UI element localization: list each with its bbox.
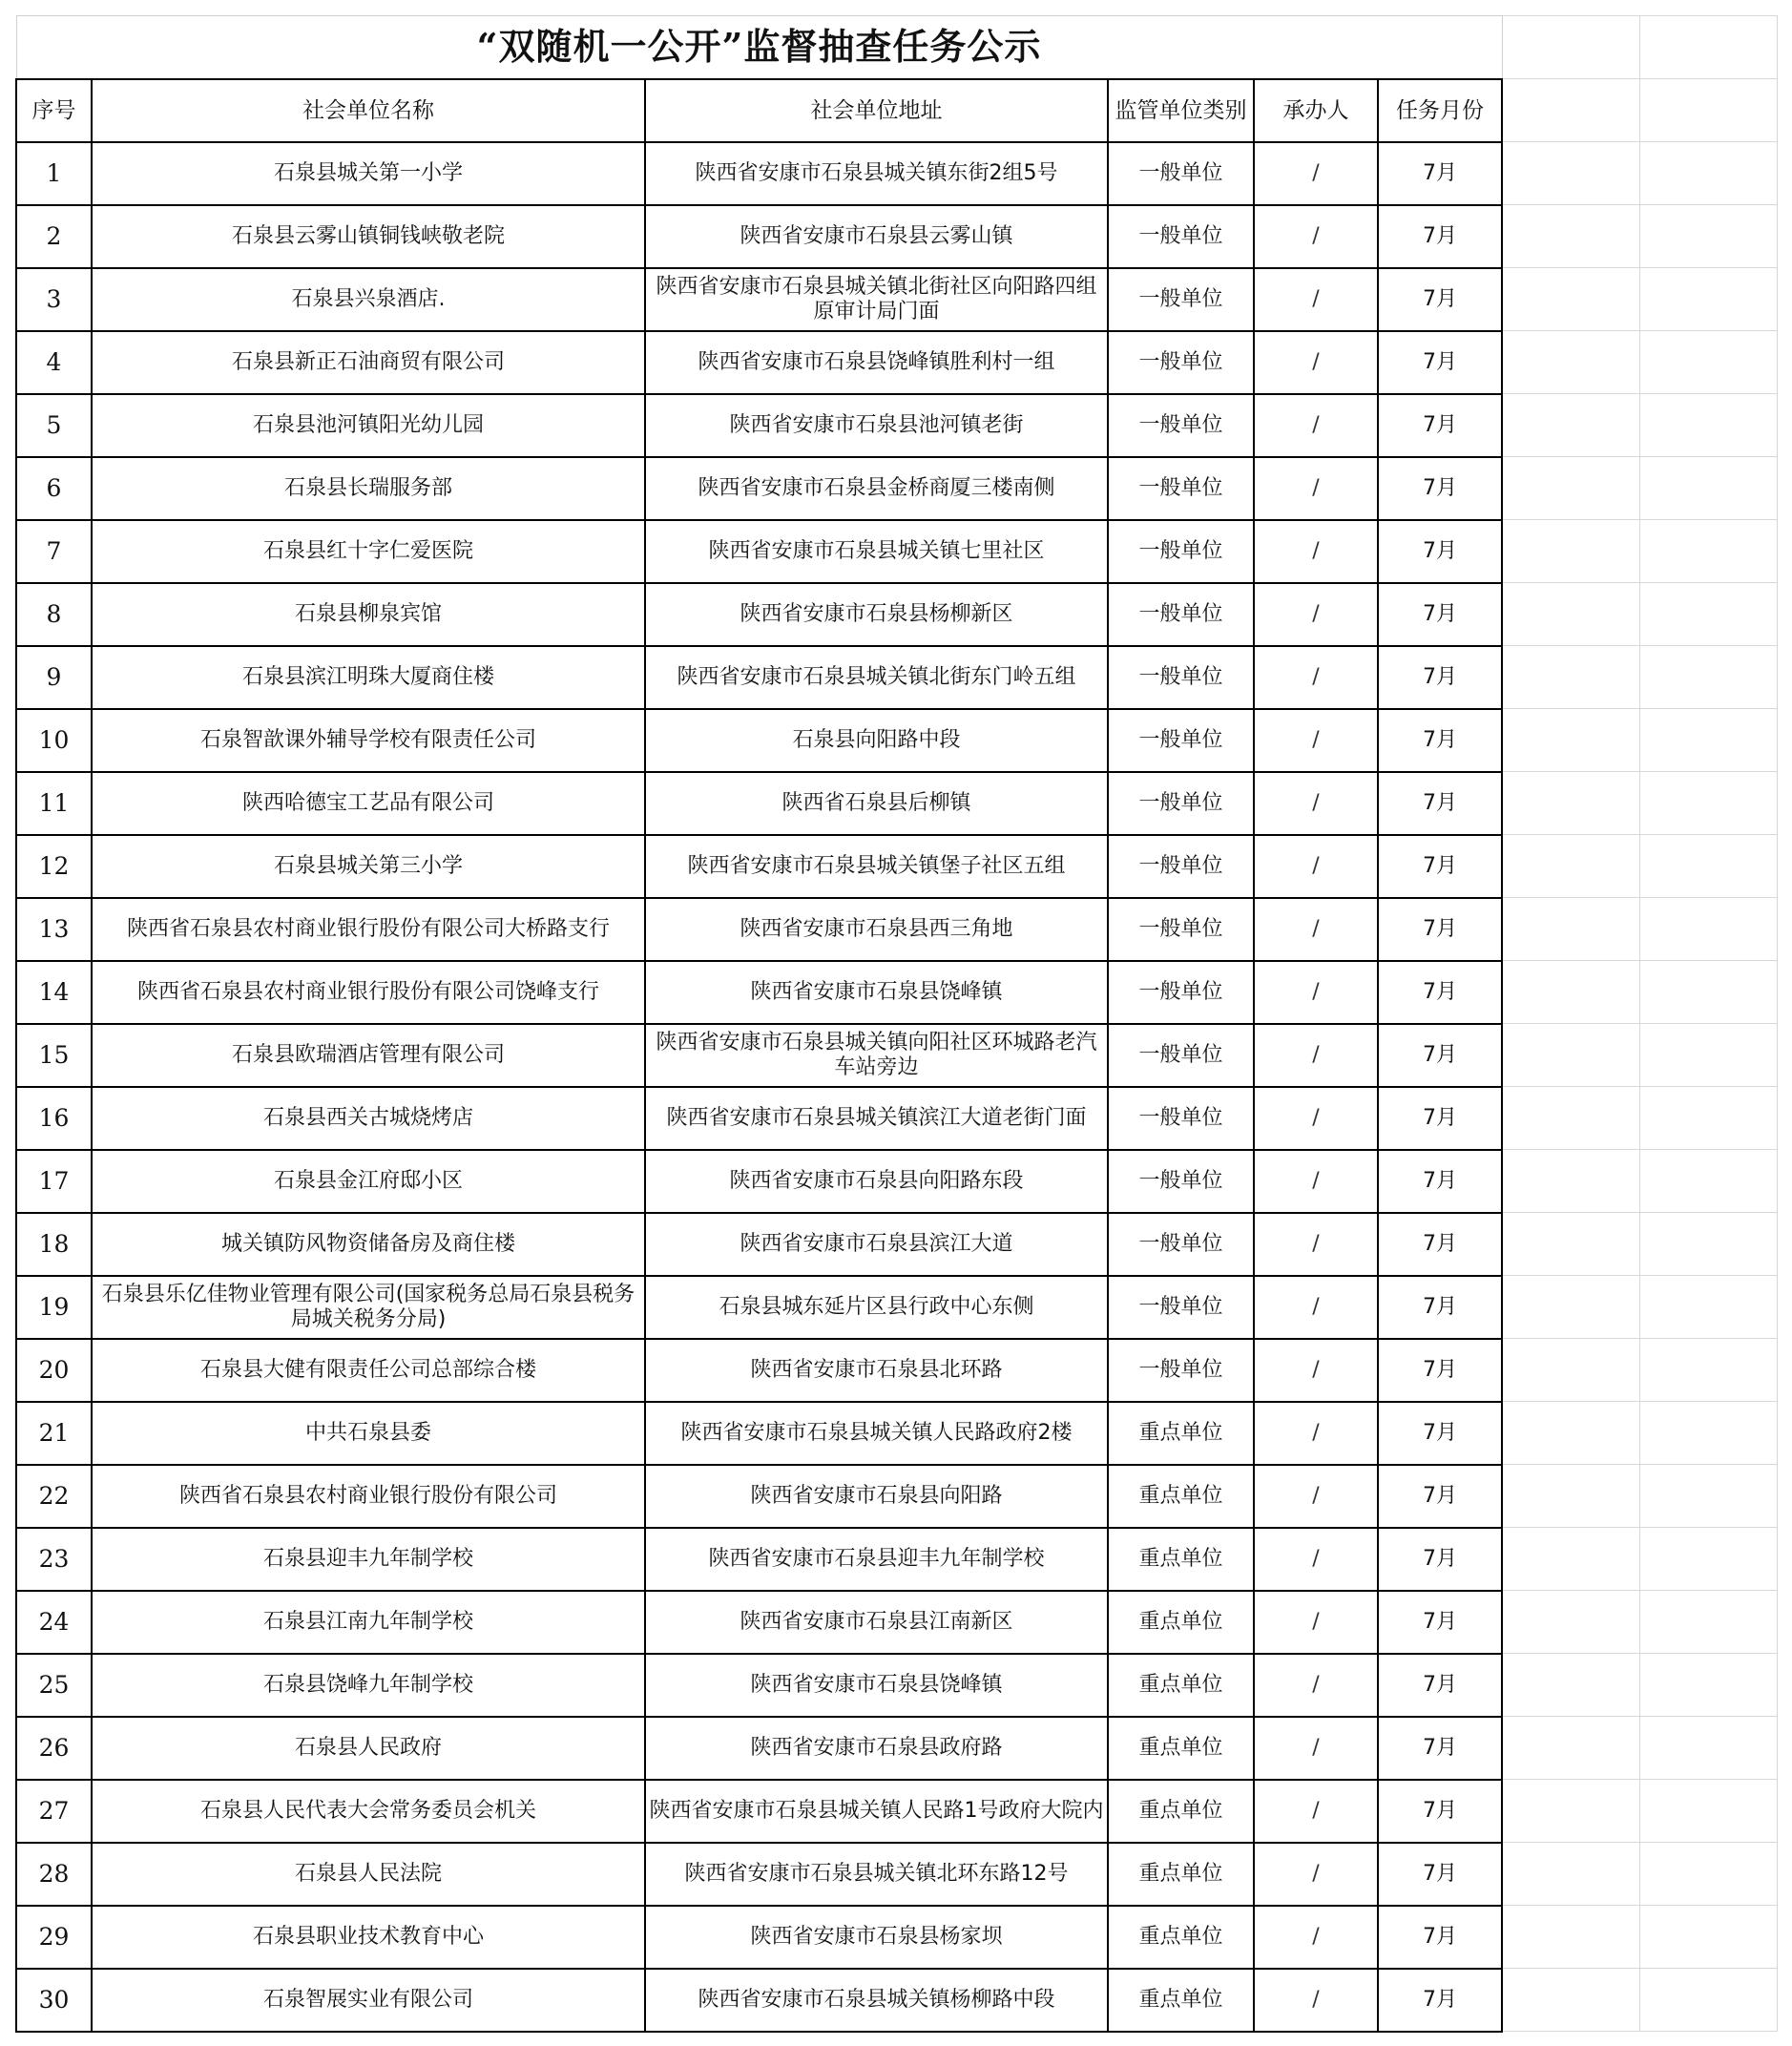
cell-category: 重点单位: [1108, 1780, 1254, 1843]
cell-handler: /: [1254, 1591, 1378, 1654]
empty-cell: [1639, 205, 1777, 268]
empty-cell: [1639, 1465, 1777, 1528]
cell-name: 石泉县人民代表大会常务委员会机关: [92, 1780, 645, 1843]
cell-address: 陕西省安康市石泉县金桥商厦三楼南侧: [645, 457, 1108, 520]
cell-seq: 7: [16, 520, 92, 583]
cell-month: 7月: [1378, 1717, 1502, 1780]
cell-handler: /: [1254, 1654, 1378, 1717]
cell-address: 陕西省安康市石泉县城关镇滨江大道老街门面: [645, 1087, 1108, 1150]
cell-name: 陕西哈德宝工艺品有限公司: [92, 772, 645, 835]
table-row: [16, 961, 1777, 1024]
empty-cell: [1502, 583, 1639, 646]
empty-cell: [1639, 457, 1777, 520]
cell-address: 陕西省安康市石泉县城关镇北街东门岭五组: [645, 646, 1108, 709]
cell-address: 陕西省安康市石泉县杨家坝: [645, 1906, 1108, 1969]
cell-name: 石泉县西关古城烧烤店: [92, 1087, 645, 1150]
cell-category: 一般单位: [1108, 898, 1254, 961]
cell-month: 7月: [1378, 1654, 1502, 1717]
table-row: [16, 394, 1777, 457]
empty-cell: [1639, 835, 1777, 898]
cell-seq: 16: [16, 1087, 92, 1150]
cell-month: 7月: [1378, 457, 1502, 520]
empty-cell: [1502, 1654, 1639, 1717]
cell-month: 7月: [1378, 898, 1502, 961]
cell-address: 陕西省安康市石泉县西三角地: [645, 898, 1108, 961]
empty-cell: [1502, 1528, 1639, 1591]
cell-handler: /: [1254, 1087, 1378, 1150]
empty-cell: [1639, 1591, 1777, 1654]
empty-cell: [1639, 1654, 1777, 1717]
cell-seq: 28: [16, 1843, 92, 1906]
table-row: [16, 205, 1777, 268]
empty-cell: [1502, 1024, 1639, 1087]
title-row: [16, 16, 1777, 79]
cell-seq: 25: [16, 1654, 92, 1717]
empty-cell: [1639, 1906, 1777, 1969]
cell-name: 石泉县红十字仁爱医院: [92, 520, 645, 583]
header-category: 监管单位类别: [1108, 79, 1254, 142]
cell-address: 陕西省安康市石泉县城关镇东街2组5号: [645, 142, 1108, 205]
table-row: [16, 1717, 1777, 1780]
table-row: [16, 1780, 1777, 1843]
cell-address: 陕西省安康市石泉县城关镇杨柳路中段: [645, 1969, 1108, 2032]
empty-cell: [1639, 1276, 1777, 1339]
cell-address: 陕西省安康市石泉县城关镇堡子社区五组: [645, 835, 1108, 898]
empty-cell: [1502, 1087, 1639, 1150]
empty-cell: [1639, 709, 1777, 772]
empty-cell: [1639, 1402, 1777, 1465]
empty-cell: [1639, 898, 1777, 961]
cell-handler: /: [1254, 898, 1378, 961]
empty-cell: [1502, 709, 1639, 772]
table-row: [16, 1024, 1777, 1087]
cell-name: 石泉县乐亿佳物业管理有限公司(国家税务总局石泉县税务局城关税务分局): [92, 1276, 645, 1339]
cell-address: 石泉县向阳路中段: [645, 709, 1108, 772]
empty-cell: [1502, 1906, 1639, 1969]
empty-cell: [1502, 79, 1639, 142]
cell-name: 石泉县云雾山镇铜钱峡敬老院: [92, 205, 645, 268]
cell-month: 7月: [1378, 331, 1502, 394]
cell-address: 陕西省安康市石泉县城关镇北环东路12号: [645, 1843, 1108, 1906]
cell-name: 石泉县池河镇阳光幼儿园: [92, 394, 645, 457]
table-row: [16, 1402, 1777, 1465]
empty-cell: [1502, 1969, 1639, 2032]
cell-handler: /: [1254, 457, 1378, 520]
cell-address: 陕西省安康市石泉县滨江大道: [645, 1213, 1108, 1276]
cell-name: 石泉县金江府邸小区: [92, 1150, 645, 1213]
cell-category: 一般单位: [1108, 1087, 1254, 1150]
cell-seq: 3: [16, 268, 92, 331]
cell-month: 7月: [1378, 1465, 1502, 1528]
cell-handler: /: [1254, 1150, 1378, 1213]
empty-cell: [1502, 268, 1639, 331]
header-seq: 序号: [16, 79, 92, 142]
empty-cell: [1639, 79, 1777, 142]
cell-handler: /: [1254, 1717, 1378, 1780]
cell-month: 7月: [1378, 1528, 1502, 1591]
table-row: [16, 1654, 1777, 1717]
table-row: [16, 1087, 1777, 1150]
cell-month: 7月: [1378, 709, 1502, 772]
cell-handler: /: [1254, 1528, 1378, 1591]
cell-address: 陕西省安康市石泉县城关镇人民路政府2楼: [645, 1402, 1108, 1465]
cell-category: 一般单位: [1108, 394, 1254, 457]
empty-cell: [1639, 1087, 1777, 1150]
cell-name: 石泉县城关第一小学: [92, 142, 645, 205]
cell-handler: /: [1254, 835, 1378, 898]
cell-name: 中共石泉县委: [92, 1402, 645, 1465]
empty-cell: [1502, 331, 1639, 394]
empty-cell: [1639, 646, 1777, 709]
empty-cell: [1502, 16, 1639, 79]
cell-seq: 11: [16, 772, 92, 835]
cell-month: 7月: [1378, 1402, 1502, 1465]
empty-cell: [1502, 394, 1639, 457]
cell-seq: 27: [16, 1780, 92, 1843]
cell-category: 一般单位: [1108, 268, 1254, 331]
cell-address: 陕西省安康市石泉县迎丰九年制学校: [645, 1528, 1108, 1591]
cell-name: 石泉智展实业有限公司: [92, 1969, 645, 2032]
cell-category: 一般单位: [1108, 205, 1254, 268]
cell-address: 石泉县城东延片区县行政中心东侧: [645, 1276, 1108, 1339]
cell-address: 陕西省安康市石泉县饶峰镇: [645, 1654, 1108, 1717]
cell-month: 7月: [1378, 1276, 1502, 1339]
cell-category: 一般单位: [1108, 1276, 1254, 1339]
cell-month: 7月: [1378, 142, 1502, 205]
cell-seq: 17: [16, 1150, 92, 1213]
empty-cell: [1502, 1591, 1639, 1654]
cell-category: 一般单位: [1108, 772, 1254, 835]
table-row: [16, 1213, 1777, 1276]
empty-cell: [1502, 898, 1639, 961]
cell-name: 石泉县欧瑞酒店管理有限公司: [92, 1024, 645, 1087]
cell-address: 陕西省安康市石泉县云雾山镇: [645, 205, 1108, 268]
cell-month: 7月: [1378, 1024, 1502, 1087]
cell-handler: /: [1254, 1969, 1378, 2032]
cell-handler: /: [1254, 1339, 1378, 1402]
table-row: [16, 898, 1777, 961]
empty-cell: [1639, 142, 1777, 205]
table-row: [16, 1276, 1777, 1339]
cell-category: 一般单位: [1108, 646, 1254, 709]
cell-handler: /: [1254, 772, 1378, 835]
cell-month: 7月: [1378, 772, 1502, 835]
cell-address: 陕西省安康市石泉县北环路: [645, 1339, 1108, 1402]
table-row: [16, 646, 1777, 709]
cell-category: 一般单位: [1108, 835, 1254, 898]
cell-category: 一般单位: [1108, 1339, 1254, 1402]
cell-seq: 14: [16, 961, 92, 1024]
cell-month: 7月: [1378, 1906, 1502, 1969]
cell-month: 7月: [1378, 1969, 1502, 2032]
empty-cell: [1502, 1780, 1639, 1843]
cell-address: 陕西省安康市石泉县向阳路东段: [645, 1150, 1108, 1213]
cell-category: 重点单位: [1108, 1402, 1254, 1465]
cell-handler: /: [1254, 1024, 1378, 1087]
page-title: “双随机一公开”监督抽查任务公示: [16, 16, 1502, 79]
cell-category: 一般单位: [1108, 709, 1254, 772]
cell-handler: /: [1254, 1402, 1378, 1465]
cell-seq: 10: [16, 709, 92, 772]
cell-handler: /: [1254, 520, 1378, 583]
cell-name: 城关镇防风物资储备房及商住楼: [92, 1213, 645, 1276]
empty-cell: [1502, 205, 1639, 268]
empty-cell: [1639, 16, 1777, 79]
cell-month: 7月: [1378, 646, 1502, 709]
empty-cell: [1639, 1717, 1777, 1780]
cell-address: 陕西省安康市石泉县杨柳新区: [645, 583, 1108, 646]
empty-cell: [1502, 646, 1639, 709]
cell-name: 石泉县大健有限责任公司总部综合楼: [92, 1339, 645, 1402]
cell-category: 一般单位: [1108, 583, 1254, 646]
cell-seq: 19: [16, 1276, 92, 1339]
cell-month: 7月: [1378, 1591, 1502, 1654]
cell-seq: 22: [16, 1465, 92, 1528]
cell-name: 陕西省石泉县农村商业银行股份有限公司大桥路支行: [92, 898, 645, 961]
cell-category: 一般单位: [1108, 520, 1254, 583]
header-address: 社会单位地址: [645, 79, 1108, 142]
empty-cell: [1639, 268, 1777, 331]
empty-cell: [1639, 583, 1777, 646]
cell-address: 陕西省安康市石泉县饶峰镇胜利村一组: [645, 331, 1108, 394]
cell-name: 石泉县职业技术教育中心: [92, 1906, 645, 1969]
table-row: [16, 1339, 1777, 1402]
cell-address: 陕西省安康市石泉县向阳路: [645, 1465, 1108, 1528]
cell-seq: 21: [16, 1402, 92, 1465]
cell-name: 陕西省石泉县农村商业银行股份有限公司饶峰支行: [92, 961, 645, 1024]
cell-address: 陕西省安康市石泉县城关镇向阳社区环城路老汽车站旁边: [645, 1024, 1108, 1087]
cell-name: 石泉县滨江明珠大厦商住楼: [92, 646, 645, 709]
empty-cell: [1502, 1276, 1639, 1339]
cell-category: 重点单位: [1108, 1906, 1254, 1969]
cell-handler: /: [1254, 1780, 1378, 1843]
cell-seq: 18: [16, 1213, 92, 1276]
empty-cell: [1502, 1717, 1639, 1780]
empty-cell: [1639, 331, 1777, 394]
table-row: [16, 1528, 1777, 1591]
task-table: [15, 15, 1778, 2033]
cell-category: 重点单位: [1108, 1654, 1254, 1717]
cell-seq: 9: [16, 646, 92, 709]
cell-handler: /: [1254, 1906, 1378, 1969]
empty-cell: [1639, 394, 1777, 457]
cell-address: 陕西省安康市石泉县政府路: [645, 1717, 1108, 1780]
cell-month: 7月: [1378, 1339, 1502, 1402]
empty-cell: [1639, 961, 1777, 1024]
cell-category: 重点单位: [1108, 1969, 1254, 2032]
cell-name: 石泉县长瑞服务部: [92, 457, 645, 520]
empty-cell: [1502, 1339, 1639, 1402]
cell-seq: 13: [16, 898, 92, 961]
empty-cell: [1502, 1402, 1639, 1465]
cell-month: 7月: [1378, 583, 1502, 646]
cell-handler: /: [1254, 709, 1378, 772]
cell-name: 石泉县城关第三小学: [92, 835, 645, 898]
cell-month: 7月: [1378, 1150, 1502, 1213]
empty-cell: [1639, 1213, 1777, 1276]
cell-category: 一般单位: [1108, 961, 1254, 1024]
cell-month: 7月: [1378, 961, 1502, 1024]
cell-category: 一般单位: [1108, 1024, 1254, 1087]
cell-address: 陕西省安康市石泉县江南新区: [645, 1591, 1108, 1654]
cell-seq: 29: [16, 1906, 92, 1969]
cell-handler: /: [1254, 142, 1378, 205]
cell-name: 石泉县江南九年制学校: [92, 1591, 645, 1654]
cell-name: 陕西省石泉县农村商业银行股份有限公司: [92, 1465, 645, 1528]
cell-seq: 4: [16, 331, 92, 394]
cell-month: 7月: [1378, 394, 1502, 457]
table-row: [16, 520, 1777, 583]
empty-cell: [1639, 1150, 1777, 1213]
table-row: [16, 1906, 1777, 1969]
empty-cell: [1502, 1213, 1639, 1276]
cell-handler: /: [1254, 394, 1378, 457]
cell-seq: 24: [16, 1591, 92, 1654]
empty-cell: [1639, 1780, 1777, 1843]
cell-name: 石泉智歆课外辅导学校有限责任公司: [92, 709, 645, 772]
empty-cell: [1502, 1150, 1639, 1213]
table-row: [16, 268, 1777, 331]
cell-seq: 15: [16, 1024, 92, 1087]
header-handler: 承办人: [1254, 79, 1378, 142]
cell-name: 石泉县人民法院: [92, 1843, 645, 1906]
cell-handler: /: [1254, 583, 1378, 646]
cell-category: 重点单位: [1108, 1591, 1254, 1654]
empty-cell: [1639, 1843, 1777, 1906]
cell-handler: /: [1254, 1213, 1378, 1276]
cell-month: 7月: [1378, 520, 1502, 583]
cell-handler: /: [1254, 1843, 1378, 1906]
empty-cell: [1639, 1024, 1777, 1087]
cell-seq: 23: [16, 1528, 92, 1591]
cell-address: 陕西省安康市石泉县城关镇人民路1号政府大院内: [645, 1780, 1108, 1843]
empty-cell: [1502, 1843, 1639, 1906]
header-month: 任务月份: [1378, 79, 1502, 142]
cell-seq: 12: [16, 835, 92, 898]
cell-seq: 6: [16, 457, 92, 520]
cell-category: 一般单位: [1108, 1150, 1254, 1213]
cell-month: 7月: [1378, 1213, 1502, 1276]
cell-handler: /: [1254, 205, 1378, 268]
empty-cell: [1639, 520, 1777, 583]
cell-month: 7月: [1378, 1780, 1502, 1843]
empty-cell: [1502, 520, 1639, 583]
cell-category: 重点单位: [1108, 1528, 1254, 1591]
table-row: [16, 1969, 1777, 2032]
cell-category: 重点单位: [1108, 1465, 1254, 1528]
cell-name: 石泉县新正石油商贸有限公司: [92, 331, 645, 394]
cell-category: 一般单位: [1108, 457, 1254, 520]
table-row: [16, 583, 1777, 646]
cell-address: 陕西省安康市石泉县池河镇老街: [645, 394, 1108, 457]
cell-month: 7月: [1378, 1087, 1502, 1150]
cell-seq: 2: [16, 205, 92, 268]
cell-seq: 26: [16, 1717, 92, 1780]
empty-cell: [1502, 961, 1639, 1024]
table-row: [16, 142, 1777, 205]
table-row: [16, 709, 1777, 772]
cell-handler: /: [1254, 1276, 1378, 1339]
cell-category: 一般单位: [1108, 142, 1254, 205]
empty-cell: [1639, 1528, 1777, 1591]
empty-cell: [1502, 142, 1639, 205]
cell-month: 7月: [1378, 268, 1502, 331]
empty-cell: [1639, 1339, 1777, 1402]
cell-category: 一般单位: [1108, 1213, 1254, 1276]
table-row: [16, 772, 1777, 835]
cell-address: 陕西省安康市石泉县城关镇七里社区: [645, 520, 1108, 583]
cell-name: 石泉县人民政府: [92, 1717, 645, 1780]
table-row: [16, 331, 1777, 394]
table-row: [16, 1591, 1777, 1654]
cell-month: 7月: [1378, 835, 1502, 898]
empty-cell: [1639, 772, 1777, 835]
empty-cell: [1502, 1465, 1639, 1528]
cell-seq: 5: [16, 394, 92, 457]
cell-category: 重点单位: [1108, 1843, 1254, 1906]
cell-name: 石泉县迎丰九年制学校: [92, 1528, 645, 1591]
empty-cell: [1502, 457, 1639, 520]
cell-name: 石泉县柳泉宾馆: [92, 583, 645, 646]
table-row: [16, 457, 1777, 520]
cell-handler: /: [1254, 268, 1378, 331]
header-name: 社会单位名称: [92, 79, 645, 142]
cell-seq: 30: [16, 1969, 92, 2032]
cell-seq: 1: [16, 142, 92, 205]
table-row: [16, 835, 1777, 898]
cell-address: 陕西省安康市石泉县饶峰镇: [645, 961, 1108, 1024]
cell-seq: 8: [16, 583, 92, 646]
table-row: [16, 1465, 1777, 1528]
table-row: [16, 1843, 1777, 1906]
cell-seq: 20: [16, 1339, 92, 1402]
cell-month: 7月: [1378, 205, 1502, 268]
cell-handler: /: [1254, 331, 1378, 394]
cell-address: 陕西省安康市石泉县城关镇北街社区向阳路四组原审计局门面: [645, 268, 1108, 331]
cell-handler: /: [1254, 646, 1378, 709]
header-row: [16, 79, 1777, 142]
cell-name: 石泉县兴泉酒店.: [92, 268, 645, 331]
cell-handler: /: [1254, 961, 1378, 1024]
cell-name: 石泉县饶峰九年制学校: [92, 1654, 645, 1717]
cell-address: 陕西省石泉县后柳镇: [645, 772, 1108, 835]
empty-cell: [1639, 1969, 1777, 2032]
cell-month: 7月: [1378, 1843, 1502, 1906]
table-row: [16, 1150, 1777, 1213]
empty-cell: [1502, 835, 1639, 898]
cell-handler: /: [1254, 1465, 1378, 1528]
cell-category: 一般单位: [1108, 331, 1254, 394]
empty-cell: [1502, 772, 1639, 835]
cell-category: 重点单位: [1108, 1717, 1254, 1780]
